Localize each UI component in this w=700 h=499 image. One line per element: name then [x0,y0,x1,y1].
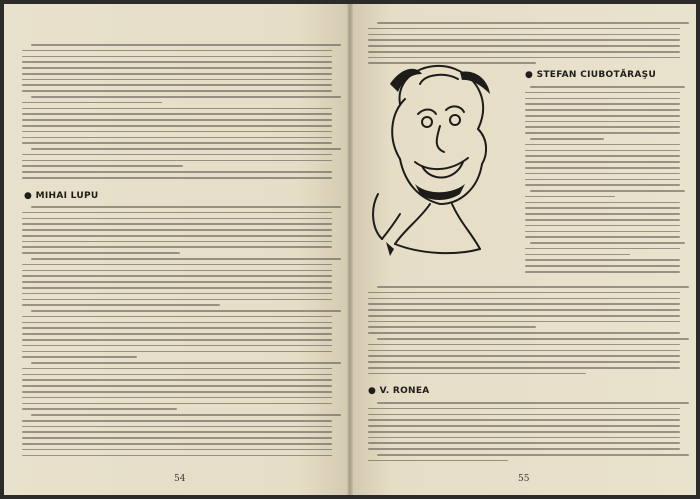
text-line [525,236,680,238]
text-line [22,437,332,439]
text-line [525,173,680,175]
text-line [368,431,680,433]
text-line [22,171,332,173]
text-line [530,242,685,244]
text-line [22,131,332,133]
text-line [525,109,680,111]
text-line [22,443,332,445]
text-line [368,425,680,427]
text-line [525,103,680,105]
text-line [530,138,604,140]
text-line [22,281,332,283]
text-line [22,264,332,266]
text-line [22,316,332,318]
text-line [22,374,332,376]
text-line [525,248,680,250]
text-line [368,326,536,328]
text-line [525,144,680,146]
right-page [350,4,696,495]
text-line [22,431,332,433]
text-line [22,102,162,104]
text-line [368,442,680,444]
text-line [22,154,332,156]
text-line [22,165,183,167]
text-line [368,321,680,323]
text-line [22,299,332,301]
text-line [22,275,332,277]
text-line [31,44,341,46]
text-line [525,207,680,209]
open-book [4,4,696,495]
text-line [31,148,341,150]
text-line [22,113,332,115]
text-line [525,92,680,94]
text-line [22,391,332,393]
right-page-text-column [525,86,680,277]
text-line [22,67,332,69]
text-line [368,28,680,30]
text-line [31,362,341,364]
text-line [525,196,615,198]
text-line [31,258,341,260]
text-line [525,265,680,267]
section-heading-mihai-lupu: ● MIHAI LUPU [24,191,99,201]
text-line [525,231,680,233]
text-line [525,121,680,123]
text-line [525,179,680,181]
right-page-text-bottom [368,402,680,466]
left-page-number: 54 [174,474,186,484]
text-line [525,259,680,261]
text-line [22,177,332,179]
text-line [377,338,689,340]
text-line [525,161,680,163]
text-line [22,223,332,225]
text-line [22,385,332,387]
text-line [368,303,680,305]
text-line [368,448,680,450]
text-line [368,355,680,357]
text-line [368,361,680,363]
text-line [22,449,332,451]
text-line [31,206,341,208]
text-line [525,225,680,227]
text-line [525,126,680,128]
text-line [31,414,341,416]
text-line [22,125,332,127]
text-line [22,368,332,370]
text-line [525,184,680,186]
text-line [22,90,332,92]
text-line [368,344,680,346]
text-line [31,96,341,98]
text-line [22,351,332,353]
text-line [22,241,332,243]
text-line [22,50,332,52]
text-line [22,287,332,289]
text-line [525,167,680,169]
text-line [22,137,332,139]
text-line [377,286,689,288]
text-line [368,419,680,421]
text-line [525,98,680,100]
text-line [368,460,508,462]
caricature-illustration [360,44,505,279]
left-page-text-top [22,44,332,183]
text-line [368,39,680,41]
text-line [31,310,341,312]
text-line [22,356,137,358]
text-line [368,332,680,334]
text-line [22,339,332,341]
text-line [22,142,332,144]
text-line [22,327,332,329]
text-line [22,212,332,214]
text-line [22,270,332,272]
text-line [368,350,680,352]
text-line [22,455,332,457]
text-line [377,402,689,404]
text-line [22,56,332,58]
text-line [525,132,680,134]
text-line [22,397,332,399]
text-line [22,160,332,162]
text-line [22,84,332,86]
text-line [22,246,332,248]
right-page-number: 55 [518,474,530,484]
text-line [368,315,680,317]
left-page [4,4,350,495]
text-line [525,155,680,157]
text-line [22,333,332,335]
text-line [525,213,680,215]
text-line [377,22,689,24]
text-line [22,379,332,381]
text-line [22,73,332,75]
text-line [368,437,680,439]
text-line [368,292,680,294]
text-line [22,322,332,324]
text-line [368,408,680,410]
text-line [525,115,680,117]
text-line [22,119,332,121]
text-line [525,219,680,221]
section-heading-v-ronea: ● V. RONEA [368,386,430,396]
text-line [22,426,332,428]
right-page-text-middle [368,286,680,379]
text-line [525,271,680,273]
left-page-text-bottom [22,206,332,460]
text-line [22,304,220,306]
text-line [525,150,680,152]
text-line [368,298,680,300]
text-line [530,86,685,88]
text-line [368,34,680,36]
text-line [530,190,685,192]
text-line [22,235,332,237]
text-line [22,408,177,410]
text-line [22,229,332,231]
text-line [22,61,332,63]
book-spine [347,4,353,495]
text-line [22,79,332,81]
text-line [22,108,332,110]
text-line [525,254,630,256]
text-line [368,414,680,416]
text-line [525,202,680,204]
text-line [22,403,332,405]
text-line [22,218,332,220]
text-line [22,252,180,254]
section-heading-stefan-ciubotarasu: ● STEFAN CIUBOTĂRAŞU [525,70,657,80]
text-line [22,420,332,422]
text-line [368,309,680,311]
text-line [22,345,332,347]
text-line [368,373,586,375]
text-line [377,454,689,456]
text-line [368,367,680,369]
text-line [22,293,332,295]
